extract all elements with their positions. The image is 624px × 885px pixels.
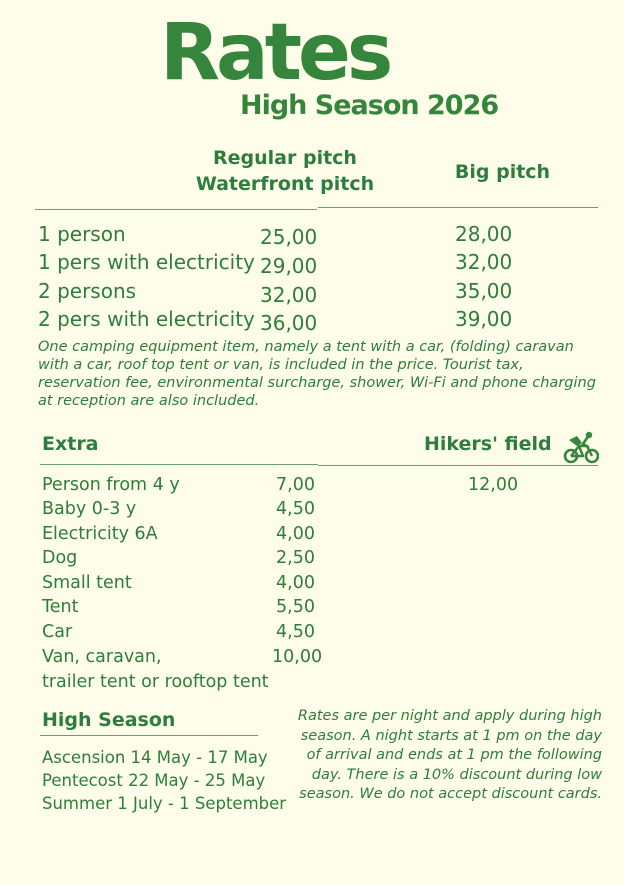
- rate-regular: 29,00: [260, 254, 318, 278]
- regular-pitch-label: Regular pitch: [213, 147, 357, 169]
- extra-item-price: 2,50: [276, 548, 315, 568]
- rate-big: 28,00: [455, 222, 513, 246]
- rate-label: 2 persons: [38, 279, 137, 303]
- extra-item-label: Dog: [42, 548, 78, 568]
- page-title: Rates: [160, 8, 390, 98]
- included-note: One camping equipment item, namely a tent with a car, (folding) caravan with a car, roof top tent or van, is included in the price. Tourist tax, reservation fee, environmental surcharge, shower, Wi-Fi and phone charging at reception are also included.: [38, 339, 596, 409]
- extra-item-price: 5,50: [276, 597, 315, 617]
- extra-item-price: 4,00: [276, 573, 315, 593]
- extra-item-label: Tent: [42, 597, 79, 617]
- rate-big: 35,00: [455, 279, 513, 303]
- extra-item-label: Electricity 6A: [42, 524, 158, 544]
- season-period: Summer 1 July - 1 September: [42, 794, 287, 813]
- rate-regular: 32,00: [260, 283, 318, 307]
- season-period: Ascension 14 May - 17 May: [42, 748, 268, 767]
- extra-item-label: Small tent: [42, 573, 132, 593]
- extra-item-price: 4,50: [276, 499, 315, 519]
- rate-label: 1 pers with electricity: [38, 250, 255, 274]
- rate-big: 39,00: [455, 307, 513, 331]
- extra-item-label: Person from 4 y: [42, 475, 180, 495]
- regular-pitch-heading: [190, 146, 380, 197]
- extra-item-price: 4,00: [276, 524, 315, 544]
- divider: [40, 735, 258, 736]
- divider: [318, 207, 598, 208]
- rate-big: 32,00: [455, 250, 513, 274]
- extra-item-label: trailer tent or rooftop tent: [42, 672, 269, 692]
- hikers-field-price: 12,00: [468, 475, 519, 495]
- extra-item-label: Car: [42, 622, 73, 642]
- rate-label: 2 pers with electricity: [38, 307, 255, 331]
- extra-item-price: 7,00: [276, 475, 315, 495]
- big-pitch-heading: Big pitch: [454, 161, 551, 183]
- rate-regular: 36,00: [260, 311, 318, 335]
- waterfront-pitch-label: Waterfront pitch: [195, 172, 375, 195]
- extra-item-label: Van, caravan,: [42, 647, 162, 667]
- extra-item-price: 10,00: [272, 647, 323, 667]
- hikers-field-heading: Hikers' field: [424, 433, 552, 455]
- rates-note: Rates are per night and apply during high season. A night starts at 1 pm on the day of arrival and ends at 1 pm the following day. There is a 10% discount during low season. We do not accept discount cards.: [297, 708, 602, 802]
- cyclist-icon: [563, 430, 599, 464]
- extra-heading: Extra: [42, 433, 99, 455]
- divider: [40, 464, 318, 465]
- extra-item-label: Baby 0-3 y: [42, 499, 137, 519]
- season-period: Pentecost 22 May - 25 May: [42, 771, 266, 790]
- rate-label: 1 person: [38, 222, 126, 246]
- high-season-heading: High Season: [42, 709, 176, 731]
- divider: [35, 209, 317, 210]
- extra-item-price: 4,50: [276, 622, 315, 642]
- page-subtitle: High Season 2026: [240, 90, 499, 121]
- divider: [318, 465, 598, 466]
- rate-regular: 25,00: [260, 225, 318, 249]
